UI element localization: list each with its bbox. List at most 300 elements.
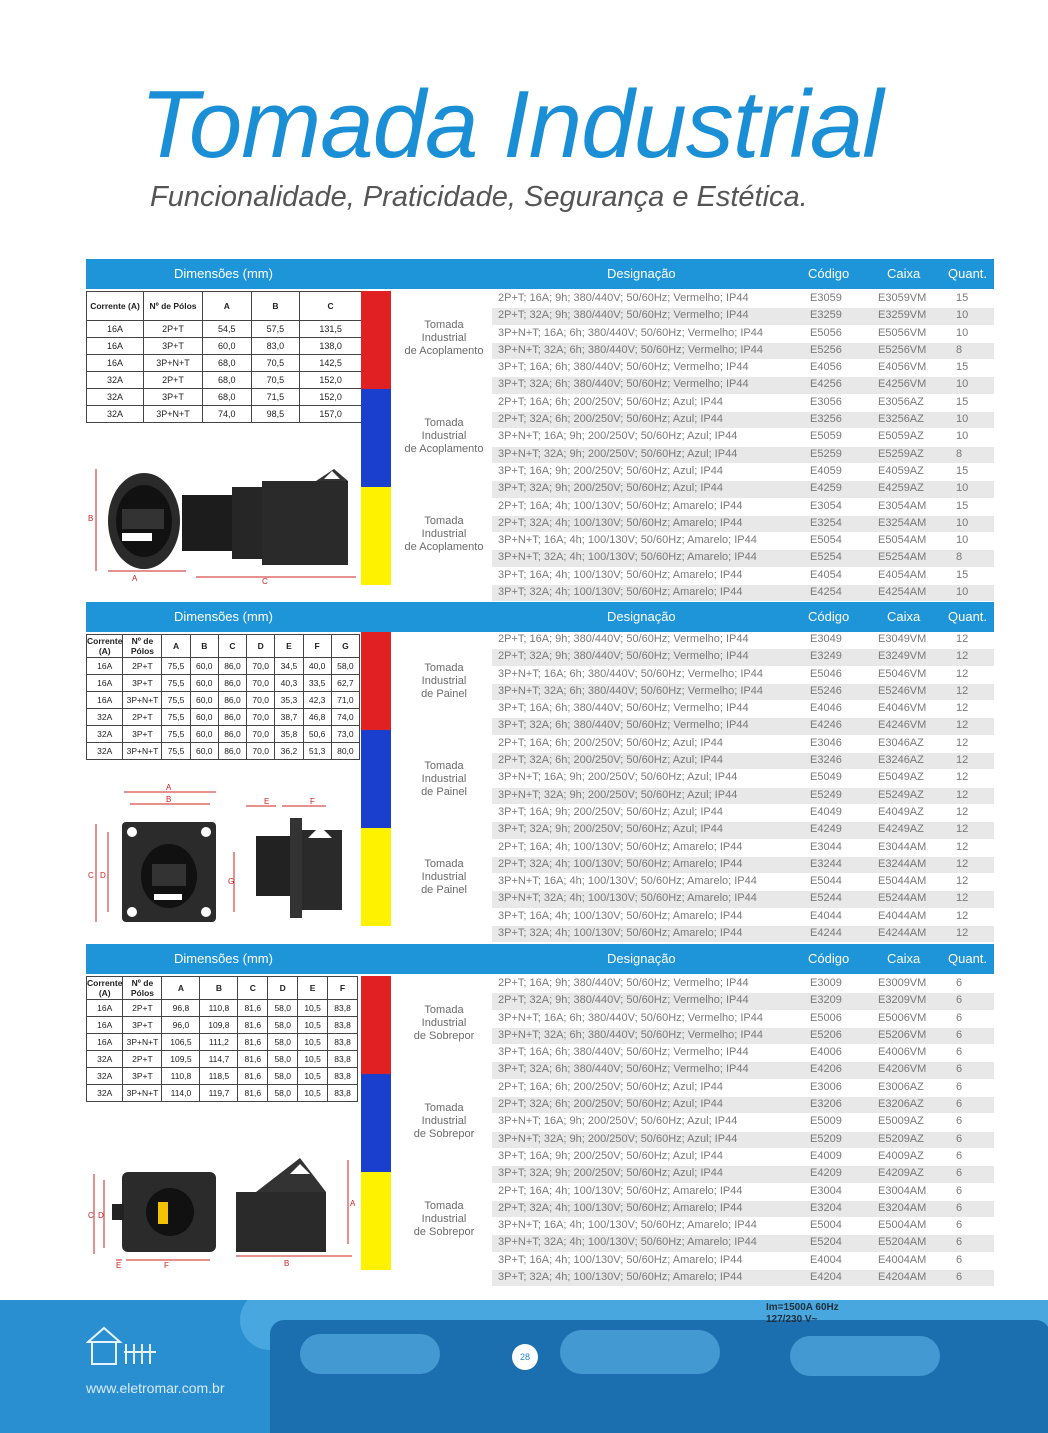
product-quantity: 10 [956, 326, 969, 339]
product-row [492, 516, 994, 533]
product-code: E5044 [810, 875, 842, 888]
product-code: E4249 [810, 823, 842, 836]
dim-cell: 16A [87, 675, 123, 692]
dim-cell: 2P+T [144, 321, 203, 338]
product-designation: 2P+T; 32A; 9h; 380/440V; 50/60Hz; Vermelho; IP44 [498, 309, 749, 322]
product-row [492, 1132, 994, 1149]
product-code: E5249 [810, 788, 842, 801]
dim-cell: 57,5 [251, 321, 300, 338]
product-designation: 3P+N+T; 32A; 9h; 200/250V; 50/60Hz; Azul; IP44 [498, 788, 738, 801]
product-code: E3056 [810, 395, 842, 408]
drawing-label: E [264, 797, 270, 806]
product-code: E4009 [810, 1149, 842, 1162]
footer-decor [300, 1334, 440, 1374]
product-code: E3246 [810, 754, 842, 767]
color-bar-red [361, 976, 391, 1074]
section-header [86, 602, 994, 632]
product-designation: 2P+T; 32A; 9h; 380/440V; 50/60Hz; Vermelho; IP44 [498, 994, 749, 1007]
header-code: Código [808, 266, 850, 281]
product-code: E4209 [810, 1167, 842, 1180]
dim-row [87, 675, 360, 692]
product-code: E3209 [810, 994, 842, 1007]
product-designation: 3P+N+T; 16A; 6h; 380/440V; 50/60Hz; Vermelho; IP44 [498, 667, 763, 680]
dim-cell: 58,0 [268, 1017, 298, 1034]
dim-cell: 142,5 [300, 355, 362, 372]
product-designation: 3P+N+T; 16A; 4h; 100/130V; 50/60Hz; Amarelo; IP44 [498, 875, 757, 888]
dim-cell: 3P+N+T [144, 406, 203, 423]
product-row [492, 667, 994, 684]
product-rows [492, 291, 994, 602]
product-row [492, 326, 994, 343]
product-row [492, 891, 994, 908]
product-designation: 2P+T; 32A; 6h; 200/250V; 50/60Hz; Azul; IP44 [498, 413, 723, 426]
product-quantity: 12 [956, 788, 969, 801]
section-painel [86, 602, 994, 940]
dim-cell: 75,5 [162, 675, 190, 692]
dim-cell: 54,5 [203, 321, 252, 338]
dim-cell: 10,5 [298, 1085, 328, 1102]
product-quantity: 10 [956, 586, 969, 599]
dim-cell: 75,5 [162, 709, 190, 726]
dim-cell: 16A [87, 338, 144, 355]
dim-cell: 3P+T [123, 1017, 162, 1034]
product-row [492, 1028, 994, 1045]
dim-cell: 60,0 [203, 338, 252, 355]
product-box-code: E5046VM [878, 667, 927, 680]
drawing-label: B [88, 514, 94, 523]
product-box-code: E3059VM [878, 292, 927, 304]
dim-cell: 60,0 [190, 692, 218, 709]
product-designation: 3P+N+T; 16A; 4h; 100/130V; 50/60Hz; Amarelo; IP44 [498, 1219, 757, 1232]
product-code: E3044 [810, 840, 842, 853]
dim-cell: 74,0 [203, 406, 252, 423]
product-box-code: E5254AM [878, 551, 927, 564]
product-box-code: E5044AM [878, 875, 927, 888]
product-code: E5259 [810, 447, 842, 460]
dim-cell: 75,5 [162, 743, 190, 760]
product-designation: 2P+T; 16A; 6h; 200/250V; 50/60Hz; Azul; IP44 [498, 736, 723, 749]
product-box-code: E4204AM [878, 1271, 927, 1284]
product-row [492, 1011, 994, 1028]
dim-cell: 70,0 [247, 726, 275, 743]
dim-header: F [303, 635, 331, 658]
dim-row [87, 406, 362, 423]
product-quantity: 6 [956, 1011, 963, 1024]
dim-cell: 70,0 [247, 709, 275, 726]
product-box-code: E5049AZ [878, 771, 924, 784]
dim-cell: 74,0 [331, 709, 359, 726]
product-quantity: 10 [956, 413, 969, 426]
product-code: E4254 [810, 586, 842, 599]
product-code: E5054 [810, 534, 842, 547]
dim-cell: 3P+T [123, 726, 162, 743]
product-box-code: E3204AM [878, 1201, 927, 1214]
product-quantity: 6 [956, 1115, 963, 1128]
color-bar-blue [361, 389, 391, 487]
product-designation: 3P+N+T; 32A; 4h; 100/130V; 50/60Hz; Amarelo; IP44 [498, 1236, 757, 1249]
dim-cell: 3P+N+T [123, 1034, 162, 1051]
product-designation: 2P+T; 16A; 6h; 200/250V; 50/60Hz; Azul; IP44 [498, 395, 723, 408]
dim-header: F [328, 977, 358, 1000]
dim-rows [87, 321, 362, 423]
product-code: E5006 [810, 1011, 842, 1024]
product-box-code: E5244AM [878, 892, 927, 905]
product-box-code: E5059AZ [878, 430, 924, 443]
product-quantity: 10 [956, 430, 969, 443]
product-row [492, 993, 994, 1010]
dim-cell: 35,8 [275, 726, 303, 743]
product-code: E5056 [810, 326, 842, 339]
group-label: Tomada Industrial de Sobrepor [413, 1200, 475, 1238]
dim-cell: 50,6 [303, 726, 331, 743]
dim-cell: 68,0 [203, 389, 252, 406]
dim-cell: 51,3 [303, 743, 331, 760]
product-quantity: 10 [956, 378, 969, 391]
product-box-code: E4046VM [878, 702, 927, 715]
dim-cell: 73,0 [331, 726, 359, 743]
product-box-code: E4209AZ [878, 1167, 924, 1180]
website-link[interactable]: www.eletromar.com.br [86, 1380, 225, 1396]
product-box-code: E4054AM [878, 568, 927, 581]
product-code: E4059 [810, 464, 842, 477]
product-row [492, 412, 994, 429]
product-designation: 3P+T; 32A; 9h; 200/250V; 50/60Hz; Azul; IP44 [498, 482, 723, 495]
product-row [492, 395, 994, 412]
drawing-label: F [310, 797, 315, 806]
drawing-label: E [116, 1261, 122, 1270]
dim-cell: 152,0 [300, 389, 362, 406]
product-box-code: E4254AM [878, 586, 927, 599]
product-code: E5246 [810, 684, 842, 697]
dim-cell: 16A [87, 658, 123, 675]
product-quantity: 12 [956, 909, 969, 922]
dim-cell: 86,0 [218, 675, 246, 692]
product-quantity: 6 [956, 1219, 963, 1232]
product-quantity: 12 [956, 857, 969, 870]
dim-cell: 70,0 [247, 658, 275, 675]
dim-cell: 32A [87, 1085, 123, 1102]
section-header [86, 944, 994, 974]
product-box-code: E5249AZ [878, 788, 924, 801]
product-designation: 3P+N+T; 32A; 6h; 380/440V; 50/60Hz; Vermelho; IP44 [498, 684, 763, 697]
product-box-code: E3259VM [878, 309, 927, 322]
dim-cell: 40,0 [303, 658, 331, 675]
product-box-code: E4044AM [878, 909, 927, 922]
dim-header: D [247, 635, 275, 658]
product-row [492, 1080, 994, 1097]
dim-cell: 32A [87, 389, 144, 406]
product-row [492, 926, 994, 943]
product-box-code: E3054AM [878, 499, 927, 512]
dim-cell: 83,8 [328, 1034, 358, 1051]
dim-row [87, 1017, 358, 1034]
eletromar-logo-icon [86, 1324, 160, 1368]
header-quantity: Quant. [948, 609, 988, 624]
dim-cell: 75,5 [162, 692, 190, 709]
product-code: E3049 [810, 633, 842, 645]
dim-rows [87, 1000, 358, 1102]
dim-header: E [298, 977, 328, 1000]
dim-header: Corrente (A) [87, 978, 123, 998]
dim-header: C [300, 292, 362, 321]
product-quantity: 8 [956, 551, 963, 564]
product-quantity: 10 [956, 516, 969, 529]
dim-cell: 3P+T [123, 1068, 162, 1085]
dimensions-table [86, 291, 362, 423]
product-quantity: 6 [956, 1253, 963, 1266]
dim-header: B [190, 635, 218, 658]
product-code: E3009 [810, 977, 842, 989]
product-row [492, 291, 994, 308]
dim-cell: 114,7 [200, 1051, 238, 1068]
dim-row [87, 1051, 358, 1068]
group-label: Tomada Industrial de Painel [421, 662, 467, 700]
drawing-label: F [164, 1261, 169, 1270]
section-header [86, 259, 994, 289]
product-code: E4004 [810, 1253, 842, 1266]
product-quantity: 10 [956, 482, 969, 495]
product-designation: 2P+T; 16A; 9h; 380/440V; 50/60Hz; Vermelho; IP44 [498, 292, 749, 304]
product-designation: 3P+N+T; 16A; 4h; 100/130V; 50/60Hz; Amarelo; IP44 [498, 534, 757, 547]
product-designation: 3P+T; 16A; 9h; 200/250V; 50/60Hz; Azul; IP44 [498, 1149, 723, 1162]
product-box-code: E4009AZ [878, 1149, 924, 1162]
product-box-code: E3244AM [878, 857, 927, 870]
product-code: E4006 [810, 1046, 842, 1059]
product-box-code: E3049VM [878, 633, 927, 645]
dim-cell: 83,8 [328, 1085, 358, 1102]
product-quantity: 12 [956, 684, 969, 697]
dim-cell: 152,0 [300, 372, 362, 389]
product-code: E4256 [810, 378, 842, 391]
dim-cell: 70,0 [247, 692, 275, 709]
drawing-label: C [262, 577, 268, 586]
dim-cell: 60,0 [190, 709, 218, 726]
product-code: E4046 [810, 702, 842, 715]
dim-cell: 10,5 [298, 1034, 328, 1051]
color-bar-yellow [361, 828, 391, 926]
dim-cell: 2P+T [123, 1000, 162, 1017]
surface-socket-drawing [86, 1144, 361, 1272]
product-quantity: 15 [956, 464, 969, 477]
product-row [492, 343, 994, 360]
product-box-code: E4244AM [878, 927, 927, 940]
product-row [492, 481, 994, 498]
dim-row [87, 321, 362, 338]
dim-cell: 75,5 [162, 658, 190, 675]
dim-cell: 81,6 [238, 1034, 268, 1051]
product-box-code: E5009AZ [878, 1115, 924, 1128]
product-box-code: E4004AM [878, 1253, 927, 1266]
dim-cell: 75,5 [162, 726, 190, 743]
product-row [492, 1253, 994, 1270]
product-quantity: 6 [956, 1184, 963, 1197]
color-bar-yellow [361, 1172, 391, 1270]
product-code: E5206 [810, 1028, 842, 1041]
product-designation: 2P+T; 16A; 4h; 100/130V; 50/60Hz; Amarelo; IP44 [498, 499, 743, 512]
product-code: E4056 [810, 361, 842, 374]
product-code: E3244 [810, 857, 842, 870]
dim-cell: 71,5 [251, 389, 300, 406]
product-designation: 3P+N+T; 16A; 6h; 380/440V; 50/60Hz; Vermelho; IP44 [498, 1011, 763, 1024]
product-quantity: 8 [956, 447, 963, 460]
drawing-label: G [228, 877, 235, 886]
product-quantity: 12 [956, 702, 969, 715]
product-box-code: E3209VM [878, 994, 927, 1007]
dim-cell: 68,0 [203, 355, 252, 372]
dim-cell: 60,0 [190, 658, 218, 675]
dim-cell: 138,0 [300, 338, 362, 355]
product-code: E5254 [810, 551, 842, 564]
color-bar-blue [361, 730, 391, 828]
product-quantity: 6 [956, 1063, 963, 1076]
header-code: Código [808, 951, 850, 966]
dim-header: C [238, 977, 268, 1000]
product-quantity: 12 [956, 927, 969, 940]
dim-cell: 34,5 [275, 658, 303, 675]
dim-cell: 16A [87, 692, 123, 709]
coupling-socket-drawing [86, 459, 361, 587]
section-acoplamento [86, 259, 994, 599]
drawing-label: C [88, 1211, 94, 1220]
product-box-code: E5246VM [878, 684, 927, 697]
product-rows [492, 632, 994, 943]
dim-cell: 86,0 [218, 692, 246, 709]
product-designation: 3P+T; 16A; 9h; 200/250V; 50/60Hz; Azul; IP44 [498, 464, 723, 477]
product-box-code: E5054AM [878, 534, 927, 547]
product-designation: 2P+T; 16A; 9h; 380/440V; 50/60Hz; Vermelho; IP44 [498, 633, 749, 645]
page-number: 28 [512, 1344, 538, 1370]
drawing-label: A [166, 783, 172, 792]
dim-cell: 80,0 [331, 743, 359, 760]
product-row [492, 533, 994, 550]
product-designation: 3P+T; 16A; 6h; 380/440V; 50/60Hz; Vermelho; IP44 [498, 1046, 749, 1059]
dim-cell: 32A [87, 372, 144, 389]
dim-row [87, 1068, 358, 1085]
dim-rows [87, 658, 360, 760]
dim-row [87, 372, 362, 389]
dim-row [87, 389, 362, 406]
dim-cell: 2P+T [123, 658, 162, 675]
dim-cell: 70,0 [247, 675, 275, 692]
product-row [492, 770, 994, 787]
dim-row [87, 709, 360, 726]
product-designation: 3P+N+T; 32A; 4h; 100/130V; 50/60Hz; Amarelo; IP44 [498, 551, 757, 564]
product-designation: 3P+T; 16A; 9h; 200/250V; 50/60Hz; Azul; IP44 [498, 805, 723, 818]
product-box-code: E3256AZ [878, 413, 924, 426]
product-designation: 3P+T; 16A; 4h; 100/130V; 50/60Hz; Amarelo; IP44 [498, 1253, 743, 1266]
product-row [492, 1149, 994, 1166]
footer-decor [560, 1330, 720, 1374]
group-label: Tomada Industrial de Sobrepor [413, 1004, 475, 1042]
product-quantity: 12 [956, 754, 969, 767]
product-row [492, 753, 994, 770]
product-box-code: E5004AM [878, 1219, 927, 1232]
product-quantity: 15 [956, 568, 969, 581]
header-dimensions: Dimensões (mm) [174, 609, 273, 624]
product-designation: 2P+T; 32A; 6h; 200/250V; 50/60Hz; Azul; IP44 [498, 1098, 723, 1111]
dim-cell: 86,0 [218, 709, 246, 726]
product-code: E3059 [810, 292, 842, 304]
product-designation: 3P+T; 32A; 4h; 100/130V; 50/60Hz; Amarelo; IP44 [498, 586, 743, 599]
dim-cell: 10,5 [298, 1017, 328, 1034]
dim-cell: 32A [87, 1068, 123, 1085]
product-quantity: 6 [956, 994, 963, 1007]
product-row [492, 1045, 994, 1062]
page-subtitle: Funcionalidade, Praticidade, Segurança e Estética. [150, 181, 808, 213]
product-row [492, 464, 994, 481]
product-quantity: 12 [956, 771, 969, 784]
product-quantity: 10 [956, 534, 969, 547]
product-row [492, 632, 994, 649]
product-designation: 3P+T; 32A; 4h; 100/130V; 50/60Hz; Amarelo; IP44 [498, 1271, 743, 1284]
product-row [492, 568, 994, 585]
product-designation: 3P+N+T; 16A; 9h; 200/250V; 50/60Hz; Azul; IP44 [498, 771, 738, 784]
product-box-code: E5204AM [878, 1236, 927, 1249]
drawing-label: A [350, 1199, 356, 1208]
dim-cell: 58,0 [268, 1051, 298, 1068]
product-row [492, 857, 994, 874]
product-box-code: E3206AZ [878, 1098, 924, 1111]
product-row [492, 585, 994, 602]
color-bar-blue [361, 1074, 391, 1172]
dim-header: B [251, 292, 300, 321]
dim-cell: 83,8 [328, 1017, 358, 1034]
footer-decor [790, 1336, 940, 1376]
product-quantity: 12 [956, 719, 969, 732]
product-code: E5009 [810, 1115, 842, 1128]
product-designation: 2P+T; 16A; 9h; 380/440V; 50/60Hz; Vermelho; IP44 [498, 977, 749, 989]
product-box-code: E3044AM [878, 840, 927, 853]
product-row [492, 976, 994, 993]
dim-cell: 96,8 [162, 1000, 200, 1017]
dim-cell: 3P+N+T [123, 692, 162, 709]
header-box: Caixa [887, 609, 921, 624]
dim-header: E [275, 635, 303, 658]
dim-cell: 60,0 [190, 726, 218, 743]
product-code: E5059 [810, 430, 842, 443]
dim-cell: 10,5 [298, 1068, 328, 1085]
product-designation: 3P+T; 32A; 9h; 200/250V; 50/60Hz; Azul; IP44 [498, 823, 723, 836]
product-designation: 3P+T; 16A; 4h; 100/130V; 50/60Hz; Amarelo; IP44 [498, 909, 743, 922]
product-row [492, 684, 994, 701]
dim-row [87, 692, 360, 709]
product-quantity: 12 [956, 892, 969, 905]
header-code: Código [808, 609, 850, 624]
dim-header: Nº de Pólos [144, 292, 203, 321]
dim-header: C [218, 635, 246, 658]
product-designation: 3P+N+T; 16A; 9h; 200/250V; 50/60Hz; Azul; IP44 [498, 1115, 738, 1128]
product-quantity: 6 [956, 1271, 963, 1284]
dim-cell: 109,8 [200, 1017, 238, 1034]
dim-cell: 32A [87, 1051, 123, 1068]
product-code: E4206 [810, 1063, 842, 1076]
dim-cell: 16A [87, 1000, 123, 1017]
dim-cell: 62,7 [331, 675, 359, 692]
product-designation: 2P+T; 32A; 4h; 100/130V; 50/60Hz; Amarelo; IP44 [498, 516, 743, 529]
dim-cell: 70,0 [247, 743, 275, 760]
product-code: E4246 [810, 719, 842, 732]
product-designation: 3P+T; 32A; 9h; 200/250V; 50/60Hz; Azul; IP44 [498, 1167, 723, 1180]
product-row [492, 701, 994, 718]
product-code: E4049 [810, 805, 842, 818]
product-code: E3006 [810, 1080, 842, 1093]
dim-cell: 157,0 [300, 406, 362, 423]
product-box-code: E4056VM [878, 361, 927, 374]
product-box-code: E3246AZ [878, 754, 924, 767]
product-box-code: E3006AZ [878, 1080, 924, 1093]
dim-cell: 114,0 [162, 1085, 200, 1102]
header-dimensions: Dimensões (mm) [174, 951, 273, 966]
